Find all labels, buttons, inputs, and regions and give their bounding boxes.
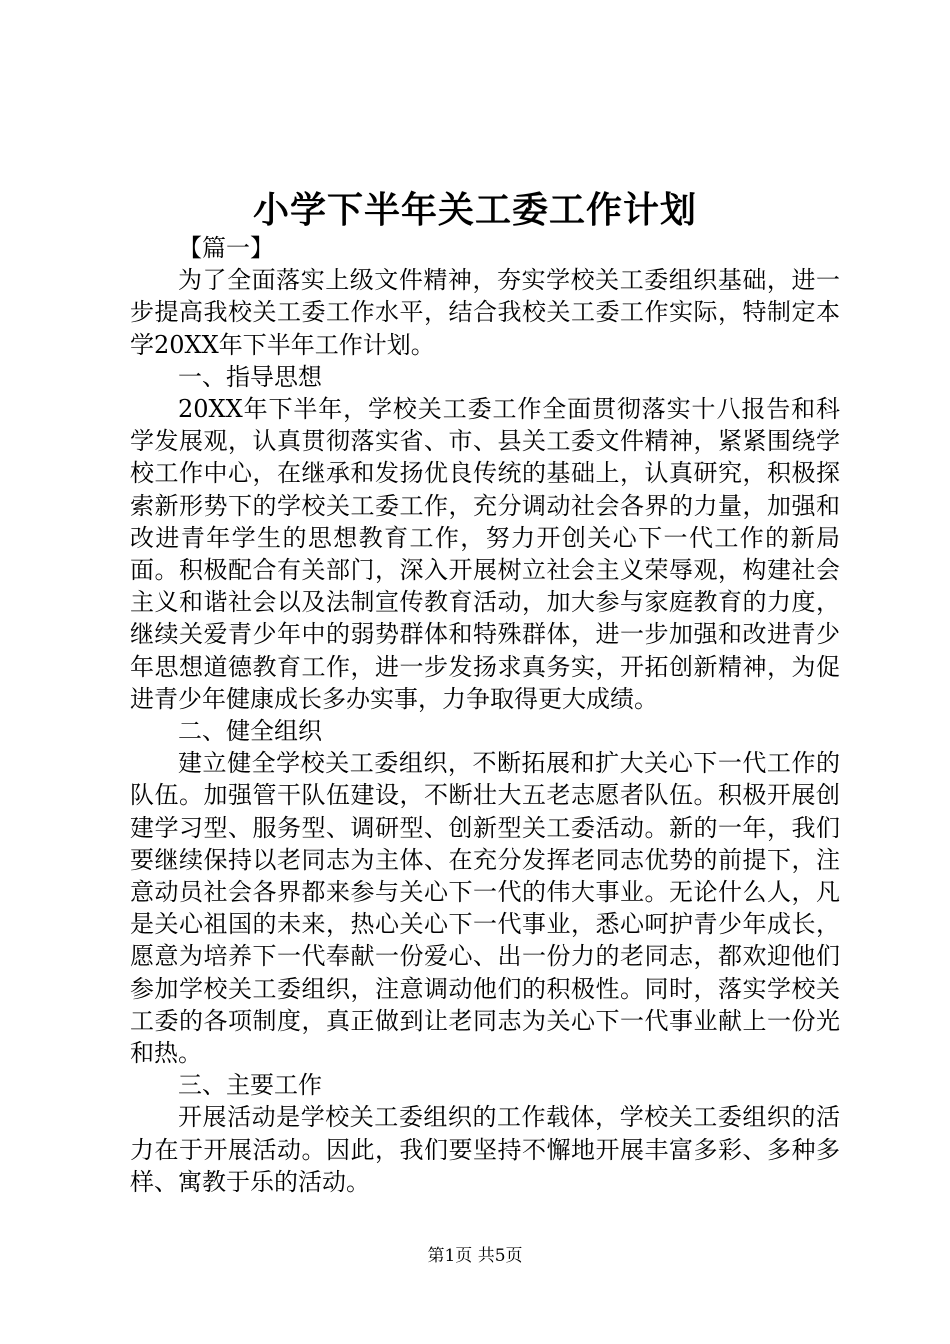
heading-guiding-thought: 一、指导思想 — [178, 362, 322, 391]
paragraph-organization: 建立健全学校关工委组织，不断拓展和扩大关心下一代工作的队伍。加强管干队伍建设，不断壮大五老志愿者队伍。积极开展创建学习型、服务型、调研型、创新型关工委活动。新的一年，我们要继续保持以老同志为主体、在充分发挥老同志优势的前提下，注意动员社会各界都来参与关心下一代的伟大事业。无论什么人，凡是关心祖国的未来，热心关心下一代事业，悉心呵护青少年成长，愿意为培养下一代奉献一份爱心、出一份力的老同志，都欢迎他们参加学校关工委组织，注意调动他们的积极性。同时，落实学校关工委的各项制度，真正做到让老同志为关心下一代事业献上一份光和热。 — [130, 749, 840, 1068]
section-marker: 【篇一】 — [178, 234, 274, 262]
page-footer: 第1页 共5页 — [427, 1246, 523, 1266]
heading-organization: 二、健全组织 — [178, 717, 322, 746]
intro-paragraph: 为了全面落实上级文件精神，夯实学校关工委组织基础，进一步提高我校关工委工作水平，结合我校关工委工作实际，特制定本学20XX年下半年工作计划。 — [130, 266, 840, 359]
heading-main-work: 三、主要工作 — [178, 1071, 322, 1100]
paragraph-main-work: 开展活动是学校关工委组织的工作载体，学校关工委组织的活力在于开展活动。因此，我们要坚持不懈地开展丰富多彩、多种多样、寓教于乐的活动。 — [130, 1103, 840, 1196]
document-title: 小学下半年关工委工作计划 — [252, 189, 697, 231]
paragraph-guiding-thought: 20XX年下半年，学校关工委工作全面贯彻落实十八报告和科学发展观，认真贯彻落实省、市、县关工委文件精神，紧紧围绕学校工作中心，在继承和发扬优良传统的基础上，认真研究，积极探索新形势下的学校关工委工作，充分调动社会各界的力量，加强和改进青年学生的思想教育工作，努力开创关心下一代工作的新局面。积极配合有关部门，深入开展树立社会主义荣辱观，构建社会主义和谐社会以及法制宣传教育活动，加大参与家庭教育的力度，继续关爱青少年中的弱势群体和特殊群体，进一步加强和改进青少年思想道德教育工作，进一步发扬求真务实，开拓创新精神，为促进青少年健康成长多办实事，力争取得更大成绩。 — [130, 395, 840, 713]
document-body — [130, 232, 840, 1198]
